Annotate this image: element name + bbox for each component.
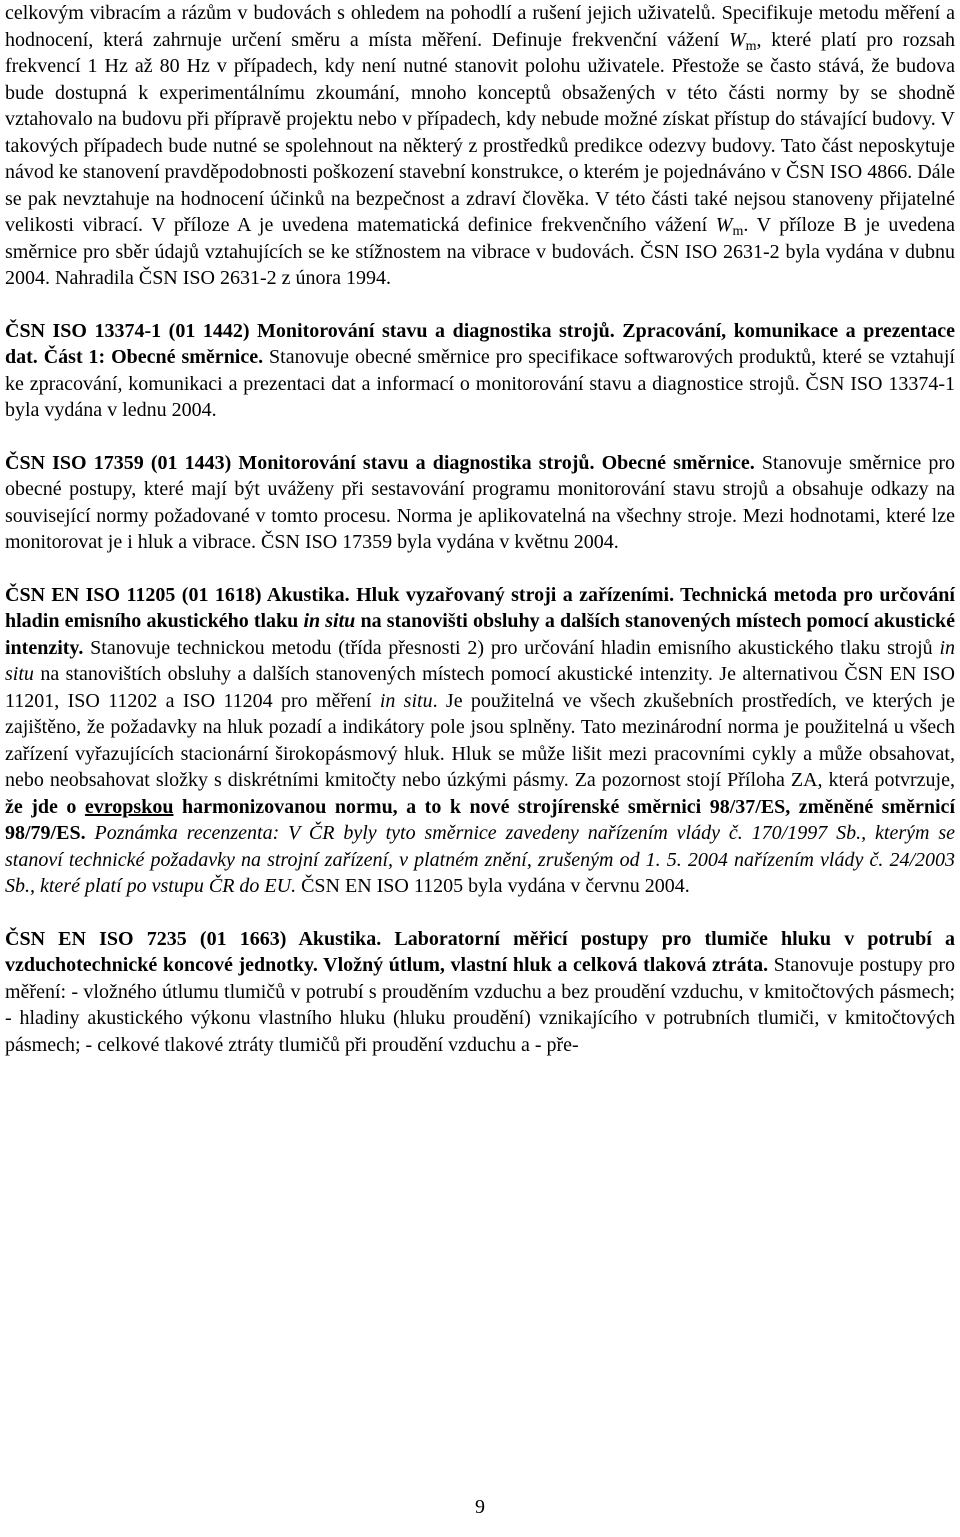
- paragraph-gap: [5, 900, 955, 926]
- page-number: 9: [475, 1496, 485, 1518]
- text-run: ČSN EN ISO 7235 (01 1663) Akustika. Laboratorní měřicí postupy pro tlumiče hluku v potrubí a vzduchotechnické koncové jednotky. Vložný útlum, vlastní hluk a celková tlaková ztráta.: [5, 927, 955, 976]
- text-run: celkovým vibracím a rázům v budovách s ohledem na pohodlí a rušení jejich uživatelů. Specifikuje metodu měření a hodnocení, která zahrnuje určení směru a místa měření. Definuje frekvenční vážení: [5, 2, 955, 51]
- paragraph-en-iso-7235: [5, 926, 955, 1059]
- text-run: W: [728, 28, 746, 51]
- text-run: ČSN EN ISO 11205 (01 1618) Akustika. Hluk vyzařovaný stroji a zařízeními. Technická metoda pro určování hladin emisního akustického tlaku: [5, 583, 955, 632]
- paragraph-gap: [5, 292, 955, 318]
- text-run: harmonizovanou normu, a to k nové strojírenské směrnici 98/37/ES, změněné směrnicí 98/79/ES.: [5, 795, 955, 844]
- text-run: Stanovuje směrnice pro obecné postupy, které mají být uváženy při sestavování programu monitorování stavu strojů a obsahuje odkazy na související normy požadované v tomto procesu. Norma je aplikovatelná na všechny stroje. Mezi hodnotami, které lze monitorovat je i hluk a vibrace. ČSN ISO 17359 byla vydána v květnu 2004.: [5, 451, 955, 553]
- text-run: ČSN ISO 13374-1 (01 1442) Monitorování stavu a diagnostika strojů. Zpracování, komunikace a prezentace dat. Část 1: Obecné směrnice.: [5, 319, 955, 368]
- paragraph-gap: [5, 424, 955, 450]
- text-run: ČSN EN ISO 11205 byla vydána v červnu 2004.: [296, 875, 690, 897]
- text-run: že jde o: [5, 795, 85, 818]
- text-run: Stanovuje technickou metodu (třída přesnosti 2) pro určování hladin emisního akustického tlaku strojů: [83, 636, 940, 659]
- paragraph-intro: [5, 0, 955, 292]
- text-run: Stanovuje postupy pro měření: - vložného útlumu tlumičů v potrubí s prouděním vzduchu a bez proudění vzduchu, v kmitočtových pásmech; - hladiny akustického výkonu vlastního hluku (hluku proudění) vznikajícího v potrubních tlumiči, v kmitočtových pásmech; - celkové tlakové ztráty tlumičů při proudění vzduchu a - pře-: [5, 954, 955, 1056]
- text-run: . Je použitelná ve všech zkušebních prostředích, ve kterých je zajištěno, že požadavky na hluk pozadí a indikátory pole jsou splněny. Tato mezinárodní norma je použitelná u všech zařízení vyřazujících stacionární širokopásmový hluk. Hluk se může lišit mezi pracovními cykly a může obsahovat, nebo neobsahovat složky s diskrétními kmitočty nebo úzkými pásmy. Za pozornost stojí Příloha ZA, která potvrzuje,: [5, 689, 956, 791]
- text-run: Stanovuje obecné směrnice pro specifikace softwarových produktů, které se vztahují ke zpracování, komunikaci a prezentaci dat a informací o monitorování stavu a diagnostice strojů. ČSN ISO 13374-1 byla vydána v lednu 2004.: [5, 346, 955, 421]
- text-run: in situ: [303, 610, 356, 632]
- paragraph-iso-13374-1: [5, 318, 955, 424]
- text-run: in situ: [379, 689, 433, 712]
- text-run: Poznámka recenzenta: V ČR byly tyto směrnice zavedeny nařízením vlády č. 170/1997 Sb., kterým se stanoví technické požadavky na strojní zařízení, v platném znění, zrušeným od 1. 5. 2004 nařízením vlády č. 24/2003 Sb., které platí po vstupu ČR do EU.: [5, 822, 956, 897]
- paragraph-gap: [5, 556, 955, 582]
- text-run: evropskou: [84, 795, 174, 818]
- text-run: W: [715, 214, 733, 236]
- text-run: m: [745, 38, 757, 54]
- paragraph-en-iso-11205: [5, 582, 955, 900]
- text-run: , které platí pro rozsah frekvencí 1 Hz až 80 Hz v případech, kdy není nutné stanovit polohu uživatele. Přestože se často stává, že budova bude dostupná k experimentálnímu zkoumání, mnoho konceptů obsažených v této části normy by se shodně vztahovalo na budovu při přípravě projektu nebo v případech, kdy nebude možné získat přístup do stávající budovy. V takových případech bude nutné se spolehnout na některý z prostředků predikce odezvy budovy. Tato část neposkytuje návod ke stanovení pravděpodobnosti poškození stavební konstrukce, o kterém je pojednáváno v ČSN ISO 4866. Dále se pak nevztahuje na hodnocení účinků na bezpečnost a zdraví člověka. V této části také nejsou stanoveny přijatelné velikosti vibrací. V příloze A je uvedena matematická definice frekvenčního vážení: [5, 28, 955, 236]
- text-run: ČSN ISO 17359 (01 1443) Monitorování stavu a diagnostika strojů. Obecné směrnice.: [5, 451, 755, 474]
- document-page: [5, 0, 955, 1058]
- text-run: . V příloze B je uvedena směrnice pro sběr údajů vztahujících se ke stížnostem na vibrace v budovách. ČSN ISO 2631-2 byla vydána v dubnu 2004. Nahradila ČSN ISO 2631-2 z února 1994.: [5, 214, 955, 289]
- text-run: na stanovištích obsluhy a dalších stanovených místech pomocí akustické intenzity. Je alternativou ČSN EN ISO 11201, ISO 11202 a ISO 11204 pro měření: [5, 663, 955, 712]
- text-run: na stanovišti obsluhy a dalších stanovených místech pomocí akustické intenzity.: [5, 610, 956, 659]
- text-run: m: [732, 224, 744, 239]
- text-run: in situ: [5, 636, 955, 685]
- paragraph-iso-17359: [5, 450, 955, 556]
